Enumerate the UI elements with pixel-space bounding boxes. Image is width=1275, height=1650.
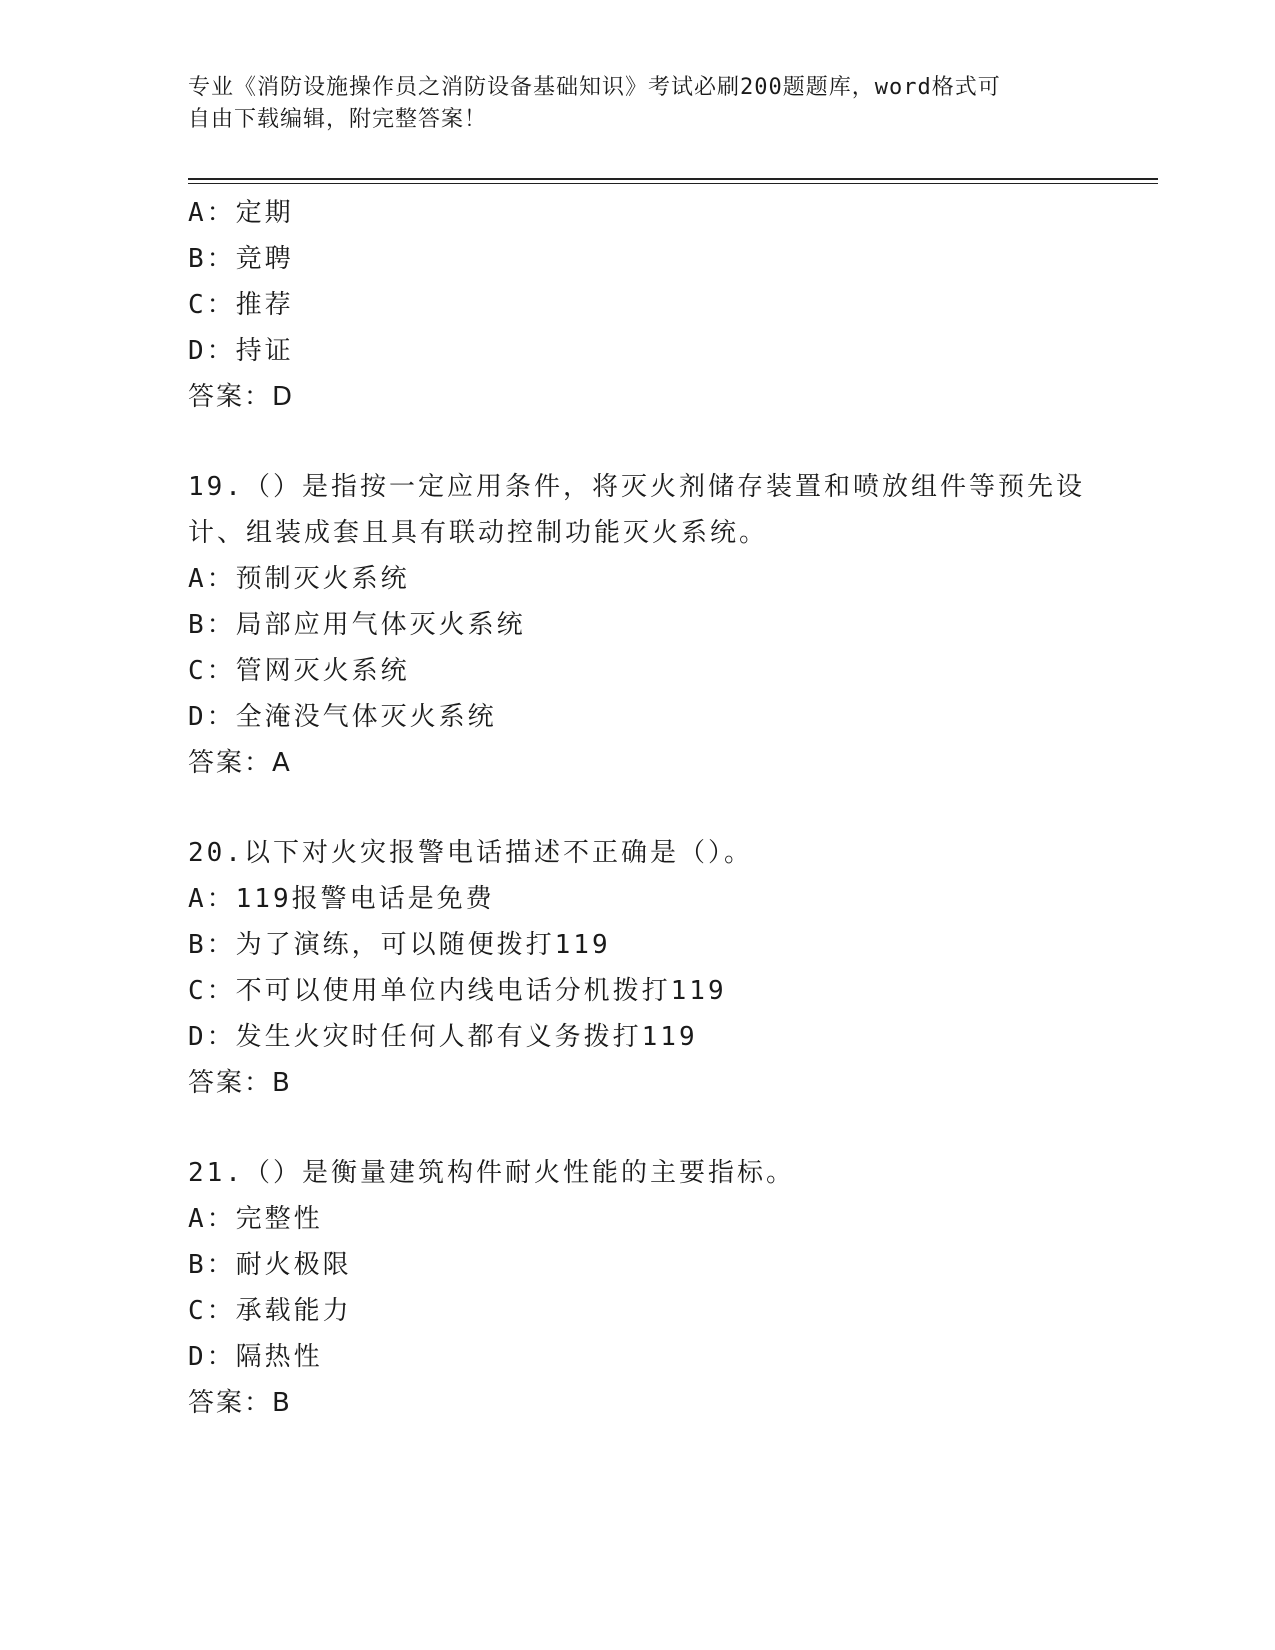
header-line-2: 自由下载编辑，附完整答案！ bbox=[188, 107, 488, 132]
question-text-line-1: 19.（）是指按一定应用条件，将灭火剂储存装置和喷放组件等预先设 bbox=[188, 472, 1085, 502]
question-block bbox=[188, 190, 1148, 420]
option-c: C：管网灭火系统 bbox=[188, 656, 410, 686]
question-list bbox=[188, 190, 1148, 1470]
question-text-line-2: 计、组装成套且具有联动控制功能灭火系统。 bbox=[188, 518, 769, 548]
option-b: B：局部应用气体灭火系统 bbox=[188, 610, 526, 640]
option-c: C：不可以使用单位内线电话分机拨打119 bbox=[188, 976, 727, 1006]
option-c: C：推荐 bbox=[188, 290, 294, 320]
option-b: B：耐火极限 bbox=[188, 1250, 352, 1280]
option-d: D：全淹没气体灭火系统 bbox=[188, 702, 497, 732]
question-block bbox=[188, 464, 1148, 786]
option-d: D：隔热性 bbox=[188, 1342, 323, 1372]
option-d: D：持证 bbox=[188, 336, 294, 366]
option-c: C：承载能力 bbox=[188, 1296, 352, 1326]
question-text-line-1: 20.以下对火灾报警电话描述不正确是（）。 bbox=[188, 838, 753, 868]
question-text-line-1: 21.（）是衡量建筑构件耐火性能的主要指标。 bbox=[188, 1158, 795, 1188]
question-block bbox=[188, 830, 1148, 1106]
option-a: A：完整性 bbox=[188, 1204, 323, 1234]
option-d: D：发生火灾时任何人都有义务拨打119 bbox=[188, 1022, 698, 1052]
option-a: A：119报警电话是免费 bbox=[188, 884, 495, 914]
answer-line: 答案：B bbox=[188, 1068, 292, 1098]
answer-line: 答案：D bbox=[188, 382, 295, 412]
option-a: A：定期 bbox=[188, 198, 294, 228]
option-b: B：竞聘 bbox=[188, 244, 294, 274]
header-divider-thin bbox=[188, 183, 1158, 184]
option-b: B：为了演练，可以随便拨打119 bbox=[188, 930, 611, 960]
header-divider-thick bbox=[188, 178, 1158, 180]
answer-line: 答案：B bbox=[188, 1388, 292, 1418]
question-block bbox=[188, 1150, 1148, 1426]
header-line-1: 专业《消防设施操作员之消防设备基础知识》考试必刷200题题库，word格式可 bbox=[188, 75, 1001, 100]
answer-line: 答案：A bbox=[188, 748, 292, 778]
document-header bbox=[188, 72, 1068, 136]
option-a: A：预制灭火系统 bbox=[188, 564, 410, 594]
